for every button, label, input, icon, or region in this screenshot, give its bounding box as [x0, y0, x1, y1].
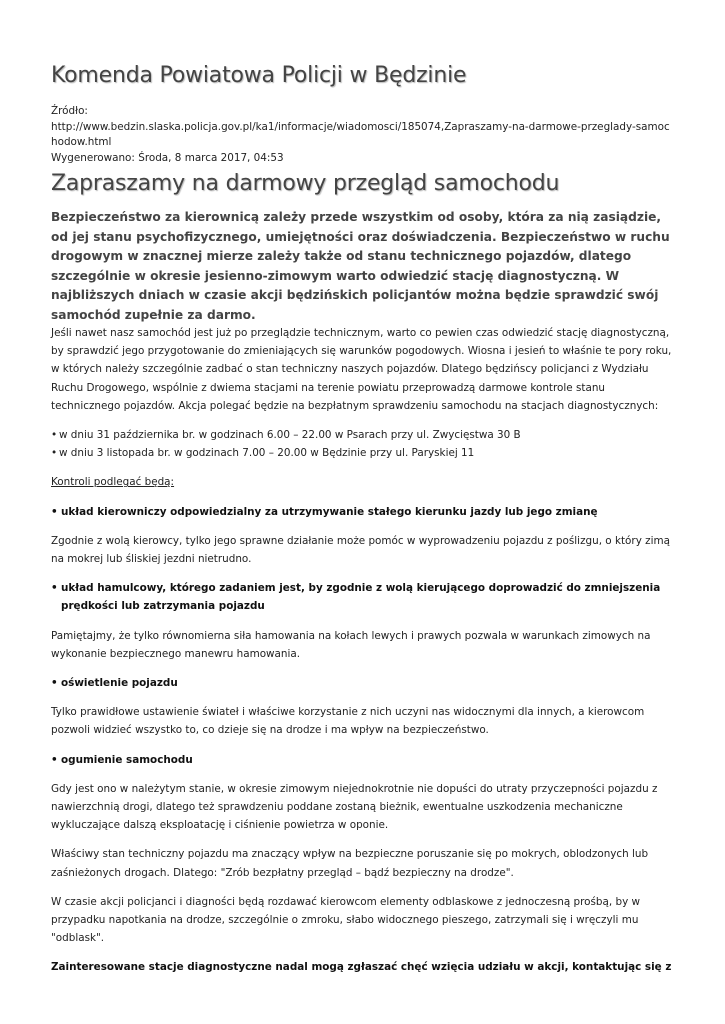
check-item-heading-text: układ hamulcowy, którego zadaniem jest, by zgodnie z wolą kierującego doprowadzić do zmniejszenia prędkości lub zatrzymania pojazdu — [61, 582, 661, 613]
tech-paragraph: Właściwy stan techniczny pojazdu ma znaczący wpływ na bezpieczne poruszanie się po mokrych, oblodzonych lub zaśnieżonych drogach. Dlatego: "Zrób bezpłatny przegląd – bądź bezpieczny na drodze". — [51, 848, 649, 879]
article-lead: Bezpieczeństwo za kierownicą zależy przede wszystkim od osoby, która za nią zasiądzie, od jej stanu psychofizycznego, umiejętności oraz doświadczenia. Bezpieczeństwo w ruchu drogowym w znacznej mierze zależy także od stanu technicznego pojazdów, dlatego szczególnie w okresie jesienno-zimowym warto odwiedzić stację diagnostyczną. W najbliższych dniach w czasie akcji będzińskich policjantów można będzie sprawdzić swój samochód zupełnie za darmo. — [51, 210, 670, 322]
dates-list — [51, 426, 673, 462]
list-item: • w dniu 31 października br. w godzinach 6.00 – 22.00 w Psarach przy ul. Zwycięstwa 30 B — [51, 426, 673, 444]
checks-heading — [51, 473, 673, 491]
check-item-heading — [51, 503, 673, 521]
check-item-heading — [51, 579, 673, 615]
checks-heading-text: Kontroli podlegać będą: — [51, 476, 175, 489]
check-item-heading — [51, 674, 673, 692]
check-item-heading-text: oświetlenie pojazdu — [61, 677, 178, 690]
document-meta — [51, 104, 673, 166]
closing-paragraph: Zainteresowane stacje diagnostyczne nadal mogą zgłaszać chęć wzięcia udziału w akcji, kontaktując się z — [51, 961, 672, 974]
site-title: Komenda Powiatowa Policji w Będzinie — [51, 63, 467, 88]
source-label: Źródło: — [51, 105, 88, 117]
check-item-text: Pamiętajmy, że tylko równomierna siła hamowania na kołach lewych i prawych pozwala w warunkach zimowych na wykonanie bezpiecznego manewru hamowania. — [51, 629, 651, 660]
check-item-heading-text: ogumienie samochodu — [61, 753, 193, 766]
bullet-icon: • — [51, 582, 58, 595]
check-item-text: Zgodnie z wolą kierowcy, tylko jego sprawne działanie może pomóc w wyprowadzeniu pojazdu z poślizgu, o który zimą na mokrej lub śliskiej jezdni nietrudno. — [51, 534, 670, 566]
reflective-paragraph: W czasie akcji policjanci i diagności będą rozdawać kierowcom elementy odblaskowe z jednoczesną prośbą, by w przypadku napotkania na drodze, szczególnie o zmroku, słabo widocznego pieszego, zatrzymali się i wręczyli mu "odblask". — [51, 895, 641, 945]
intro-paragraph: Jeśli nawet nasz samochód jest już po przeglądzie technicznym, warto co pewien czas odwiedzić stację diagnostyczną, by sprawdzić jego przygotowanie do zmieniających się warunków pogodowych. Wiosna i jesień to właśnie te pory roku, w których należy szczególnie zadbać o stan techniczny naszych pojazdów. Dlatego będzińscy policjanci z Wydziału Ruchu Drogowego, wspólnie z dwiema stacjami na terenie powiatu przeprowadzą darmowe kontrole stanu technicznego pojazdów. Akcja polegać będzie na bezpłatnym sprawdzeniu samochodu na stacjach diagnostycznych: — [51, 327, 672, 412]
source-url-link[interactable]: http://www.bedzin.slaska.policja.gov.pl/ka1/informacje/wiadomosci/185074,Zapraszamy-na-darmowe-przeglady-samochodow.html — [51, 120, 670, 148]
article-title: Zapraszamy na darmowy przegląd samochodu — [51, 171, 560, 196]
check-item-text: Tylko prawidłowe ustawienie świateł i właściwe korzystanie z nich uczyni nas widocznymi dla innych, a kierowcom pozwoli widzieć wszystko to, co dzieje się na drodze i ma wpływ na bezpieczeństwo. — [51, 706, 645, 737]
article-body — [51, 324, 673, 988]
check-item-heading-text: układ kierowniczy odpowiedzialny za utrzymywanie stałego kierunku jazdy lub jego zmianę — [61, 505, 598, 518]
bullet-icon: • — [51, 505, 58, 518]
bullet-icon: • — [51, 677, 58, 690]
check-item-heading — [51, 751, 673, 769]
bullet-icon: • — [51, 753, 58, 766]
list-item: • w dniu 3 listopada br. w godzinach 7.00 – 20.00 w Będzinie przy ul. Paryskiej 11 — [51, 444, 673, 462]
generated-date: Wygenerowano: Środa, 8 marca 2017, 04:53 — [51, 151, 284, 164]
check-item-text: Gdy jest ono w należytym stanie, w okresie zimowym niejednokrotnie nie dopuści do utraty przyczepności pojazdu z nawierzchnią drogi, dlatego też sprawdzeniu poddane zostaną bieżnik, ewentualne uszkodzenia mechaniczne wykluczające dalszą eksploatację i ciśnienie powietrza w oponie. — [51, 782, 658, 832]
